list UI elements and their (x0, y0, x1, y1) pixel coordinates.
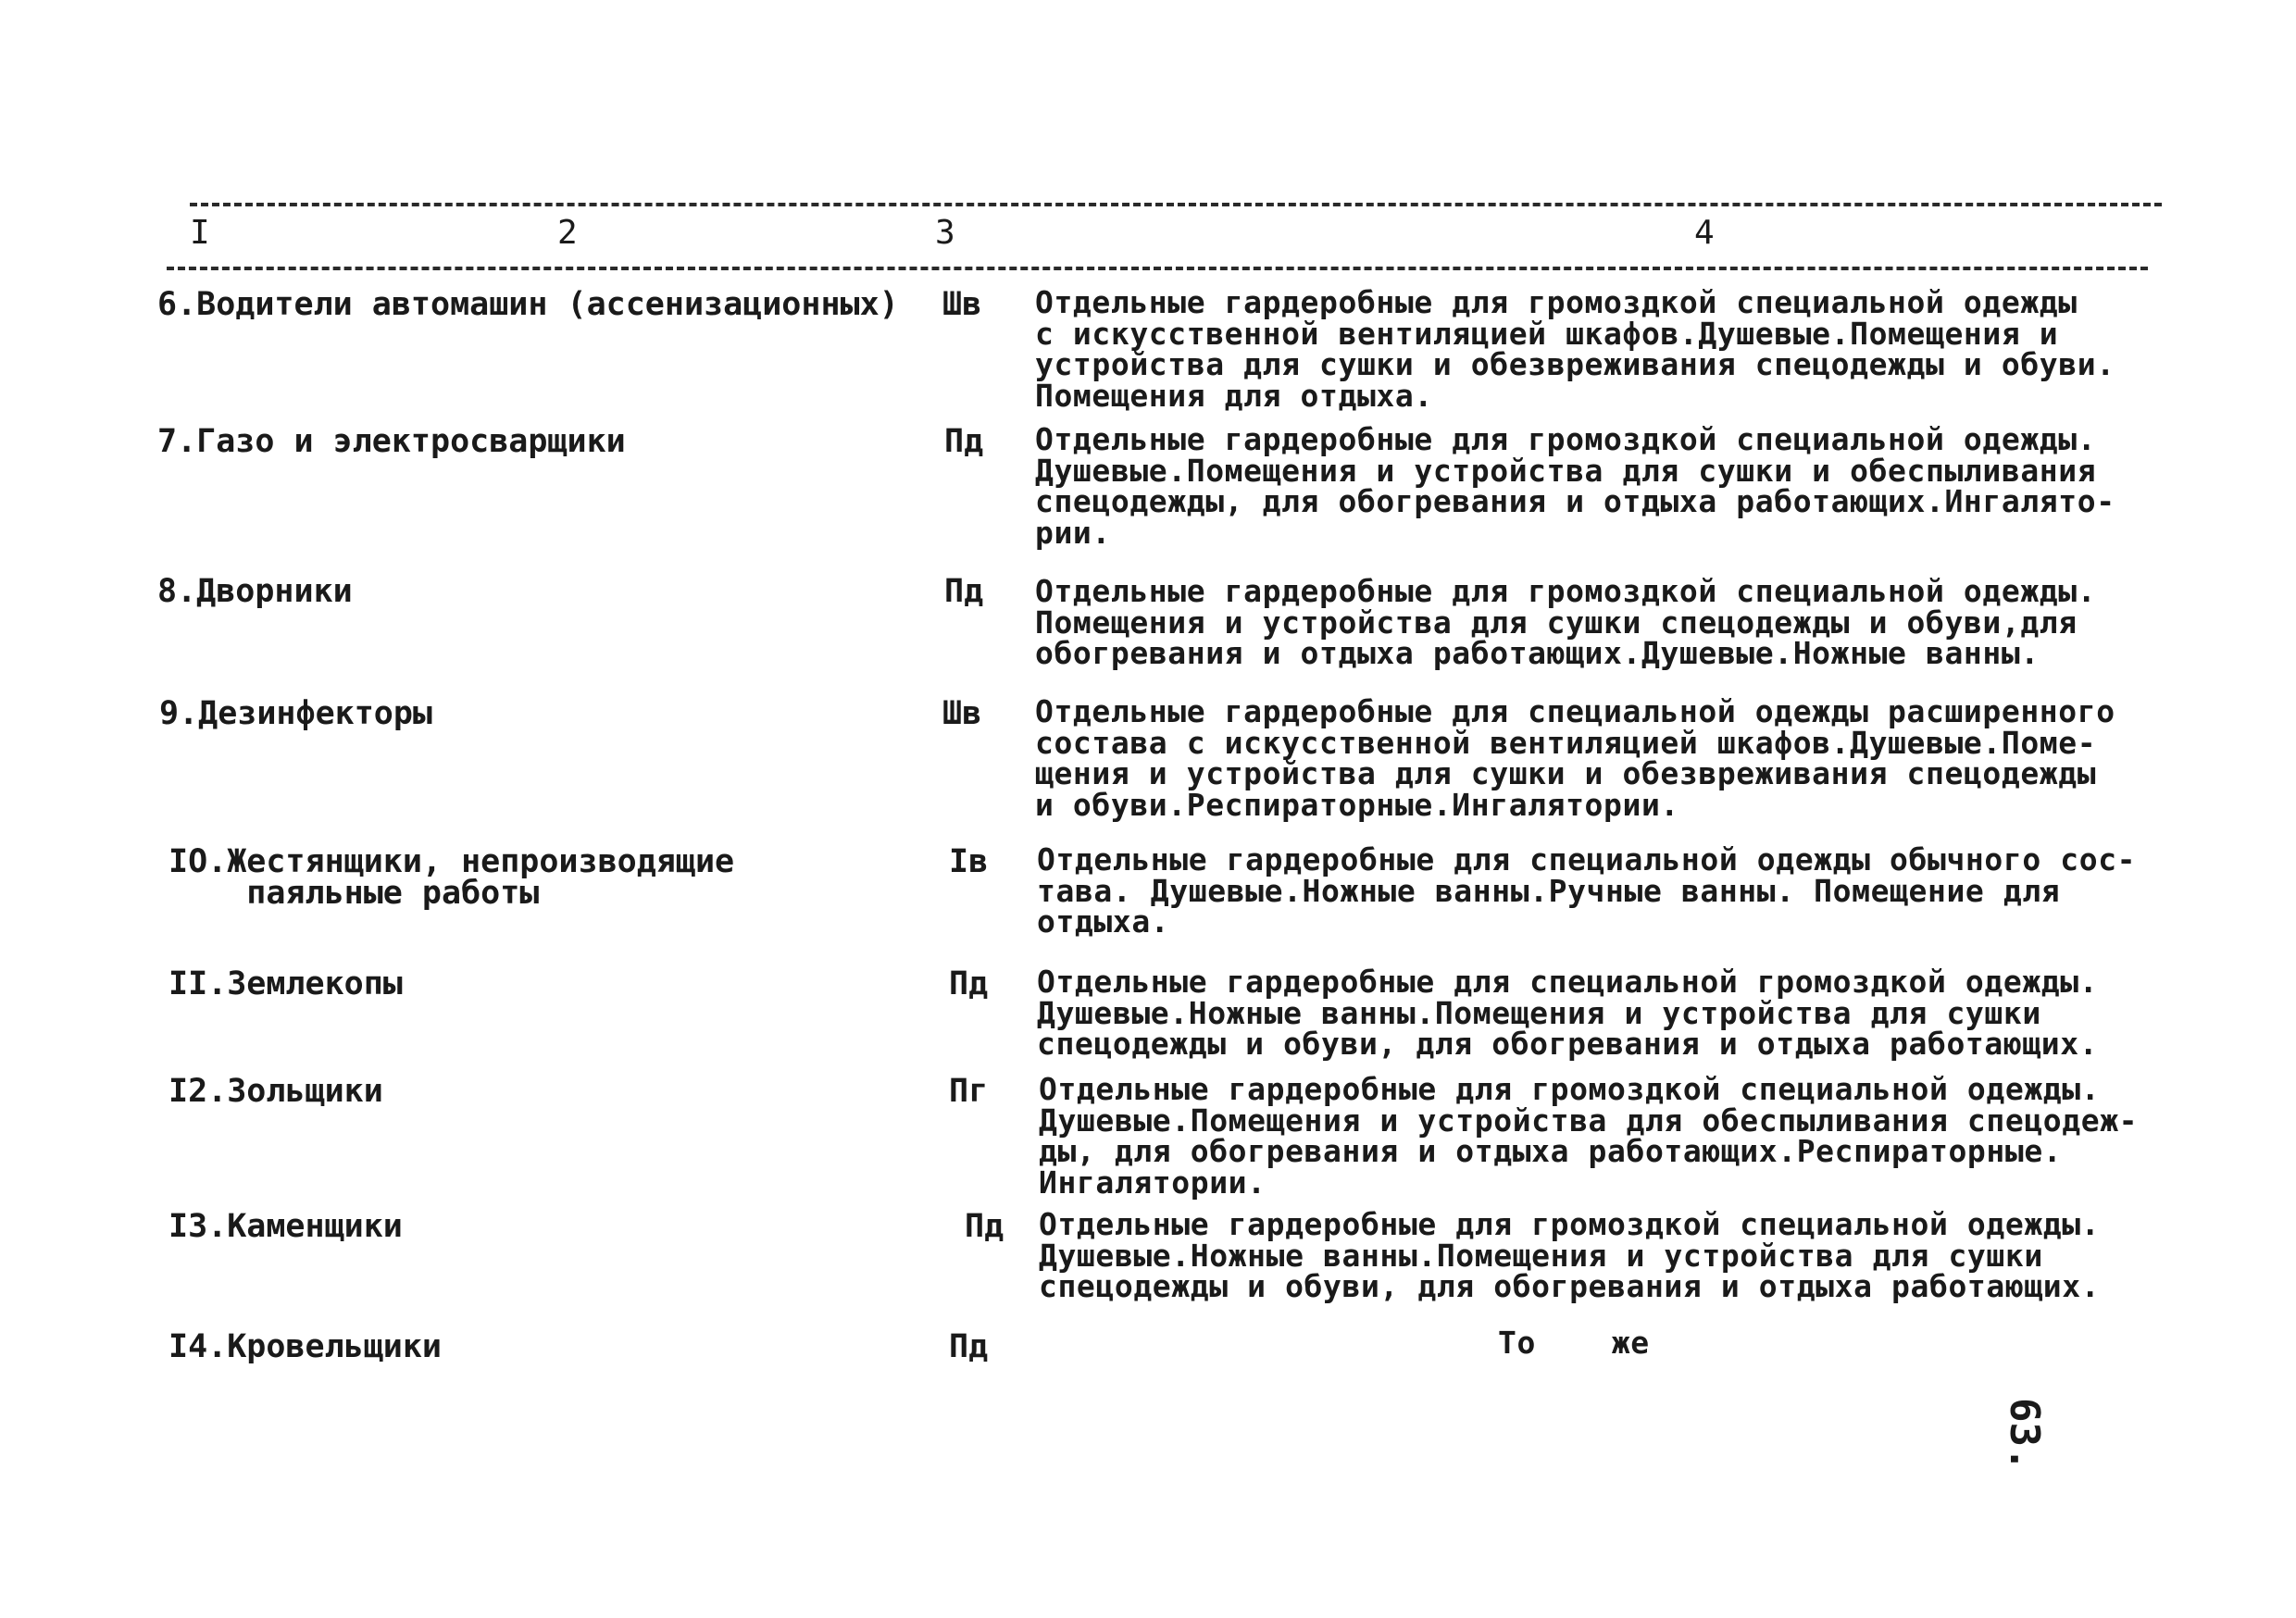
top-rule (190, 203, 2162, 206)
column-header-1: I (190, 214, 210, 252)
table-row-description: Отдельные гардеробные для громоздкой специальной одежды с искусственной вентиляцией шкафов.Душевые.Помещения и устройства для сушки и обезвреживания спецодежды и обуви. Помещения для отдыха. (1035, 284, 2115, 414)
table-row-code: Пд (944, 573, 984, 610)
table-row-name: 9.Дезинфекторы (159, 695, 433, 732)
table-row-code: Пд (965, 1208, 1004, 1245)
table-row-name: 8.Дворники (157, 573, 353, 610)
table-row-code: Пд (949, 965, 989, 1002)
table-row-name: I3.Каменщики (168, 1208, 403, 1245)
table-row-description: Отдельные гардеробные для громоздкой специальной одежды. Душевые.Помещения и устройства для сушки и обеспыливания спецодежды, для обогревания и отдыха работающих.Ингалято- рии. (1035, 421, 2115, 551)
table-row-description: Отдельные гардеробные для специальной громоздкой одежды. Душевые.Ножные ванны.Помещения и устройства для сушки спецодежды и обуви, для обогревания и отдыха работающих. (1037, 964, 2099, 1062)
table-row-description: Отдельные гардеробные для специальной одежды обычного сос- тава. Душевые.Ножные ванны.Ручные ванны. Помещение для отдыха. (1037, 841, 2137, 940)
table-row-name: I4.Кровельщики (168, 1328, 443, 1365)
table-row-name: I2.Зольщики (168, 1073, 383, 1110)
column-header-2: 2 (557, 214, 578, 252)
table-row-description: Отдельные гардеробные для громоздкой специальной одежды. Помещения и устройства для сушки спецодежды и обуви,для обогревания и отдыха работающих.Душевые.Ножные ванны. (1035, 573, 2097, 671)
column-header-3: 3 (935, 214, 955, 252)
table-row-name: 6.Водители автомашин (ассенизационных) (157, 286, 899, 323)
table-row-code: Пд (944, 423, 984, 460)
table-row-name: II.Землекопы (168, 965, 403, 1002)
table-row-description: Отдельные гардеробные для громоздкой специальной одежды. Душевые.Помещения и устройства для обеспыливания спецодеж- ды, для обогревания и отдыха работающих.Респираторные. Ингалятории. (1039, 1071, 2139, 1201)
table-row-code: Пд (949, 1328, 989, 1365)
table-row-name: 7.Газо и электросварщики (157, 423, 626, 460)
table-row-code: Шв (942, 695, 982, 732)
page-number: 63. (2001, 1398, 2048, 1472)
table-row-code: Пг (949, 1073, 989, 1110)
column-header-4: 4 (1694, 214, 1715, 252)
table-row-code: Iв (949, 843, 989, 880)
header-rule (167, 267, 2148, 270)
table-row-description: Отдельные гардеробные для специальной одежды расширенного состава с искусственной вентиляцией шкафов.Душевые.Поме- щения и устройства для сушки и обезвреживания спецодежды и обуви.Респираторные.Ингалятории. (1035, 693, 2115, 823)
table-row-code: Шв (942, 286, 982, 323)
table-row-description: Отдельные гардеробные для громоздкой специальной одежды. Душевые.Ножные ванны.Помещения и устройства для сушки спецодежды и обуви, для обогревания и отдыха работающих. (1039, 1206, 2101, 1304)
table-row-description: То же (1498, 1325, 1650, 1361)
table-row-name: IO.Жестянщики, непроизводящие паяльные работы (168, 843, 735, 912)
